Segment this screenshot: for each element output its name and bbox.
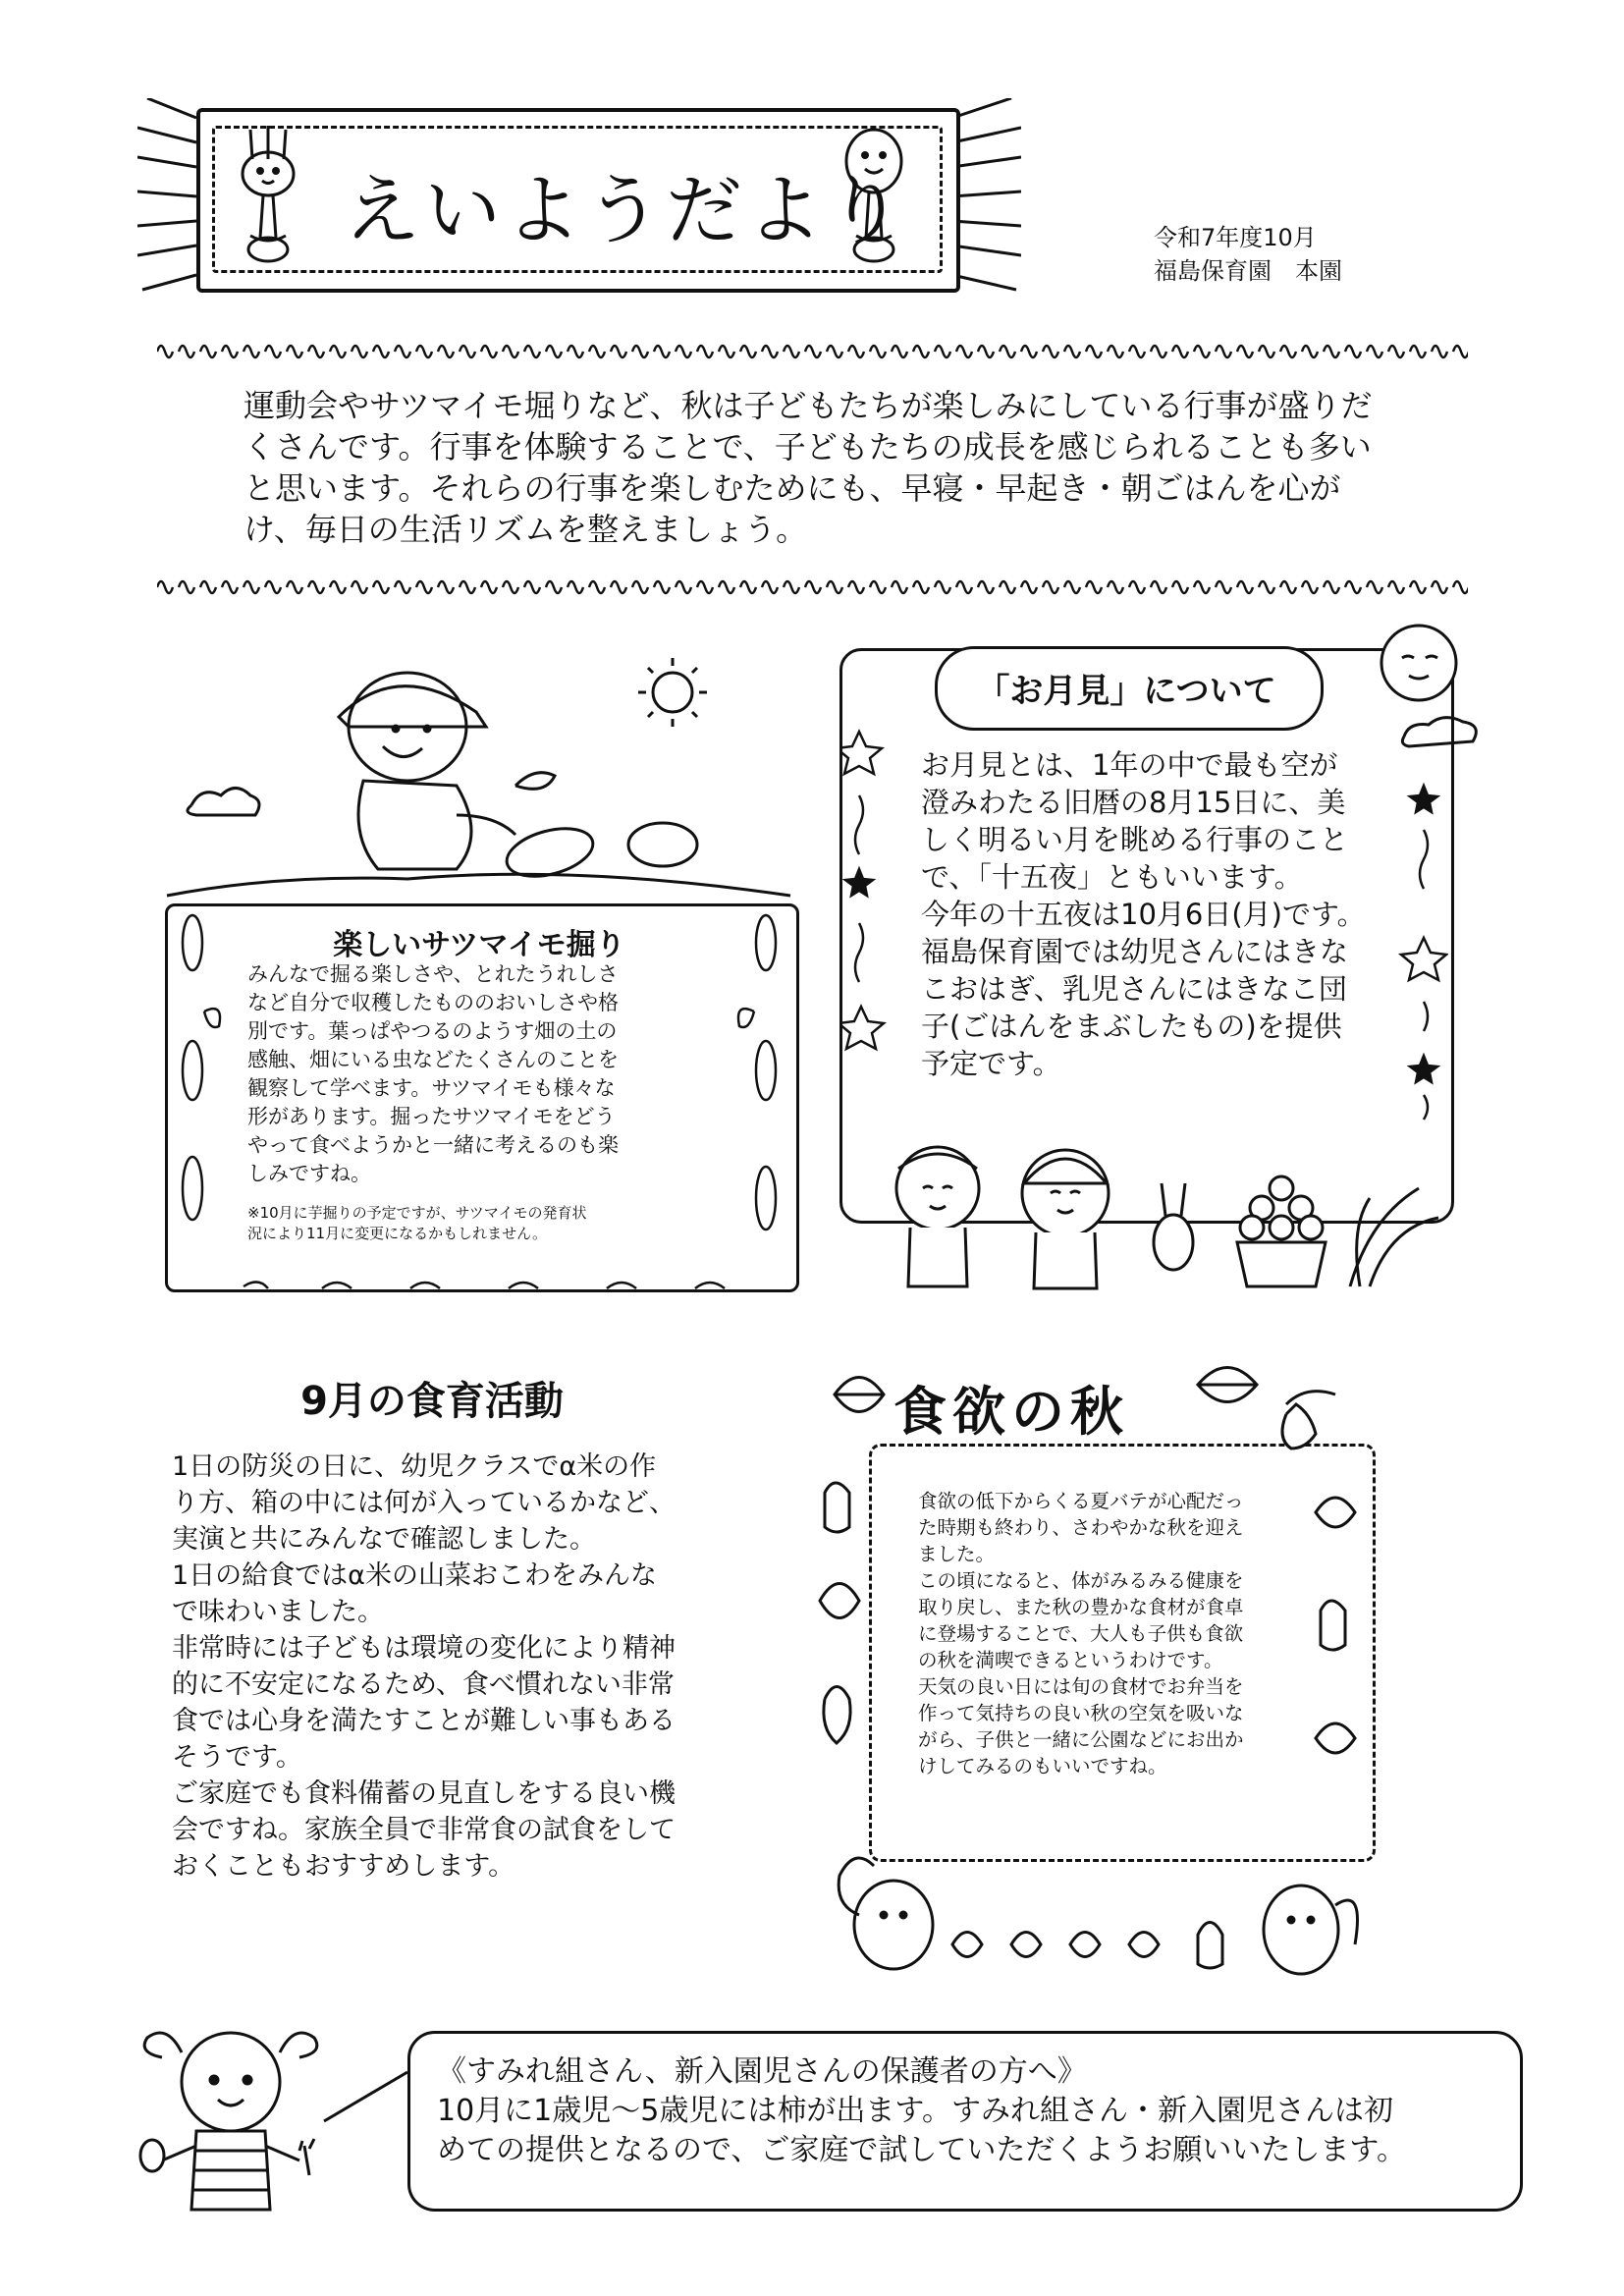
- moon-viewing-kids-illustration-icon: [839, 1129, 1448, 1306]
- otsukimi-line: お月見とは、1年の中で最も空が: [921, 748, 1338, 782]
- imohori-line: 形があります。掘ったサツマイモをどう: [247, 1105, 616, 1128]
- imohori-note: [247, 1203, 724, 1244]
- issue-date: 令和7年度10月: [1154, 224, 1317, 251]
- shokuiku-text: [172, 1449, 722, 1885]
- title-banner: [137, 98, 1021, 295]
- notice-line: めての提供となるので、ご家庭で試していただくようお願いいたします。: [437, 2133, 1406, 2167]
- otsukimi-line: こおはぎ、乳児さんにはきなこ団: [921, 972, 1347, 1006]
- shokuiku-line: 会ですね。家族全員で非常食の試食をして: [172, 1815, 676, 1845]
- shokuyoku-line: に登場することで、大人も子供も食欲: [918, 1622, 1244, 1645]
- shokuyoku-line: 天気の良い日には旬の食材でお弁当を: [918, 1675, 1244, 1698]
- page-title: えいようだより: [344, 167, 908, 255]
- shokuyoku-line: ました。: [918, 1543, 996, 1565]
- imohori-line: 観察して学べます。サツマイモも様々な: [247, 1076, 616, 1100]
- imohori-line: しみですね。: [247, 1162, 371, 1185]
- shokuiku-line: そうです。: [172, 1742, 302, 1773]
- divider-bottom-icon: [157, 568, 1468, 597]
- otsukimi-line: しく明るい月を眺める行事のこと: [921, 823, 1349, 856]
- imohori-line: やって食べようかと一緒に考えるのも楽: [247, 1133, 619, 1157]
- notice-line: 10月に1歳児～5歳児には柿が出ます。すみれ組さん・新入園児さんは初: [437, 2094, 1393, 2128]
- imohori-text: [247, 960, 724, 1188]
- otsukimi-line: 子(ごはんをまぶしたもの)を提供: [921, 1010, 1342, 1043]
- shokuyoku-line: の秋を満喫できるというわけです。: [918, 1649, 1223, 1671]
- shokuiku-line: 1日の給食ではα米の山菜おこわをみんな: [172, 1560, 657, 1591]
- intro-line: 運動会やサツマイモ堀りなど、秋は子どもたちが楽しみにしている行事が盛りだ: [244, 387, 1373, 424]
- otsukimi-line: で、「十五夜」ともいいます。: [921, 860, 1303, 894]
- intro-line: け、毎日の生活リズムを整えましょう。: [244, 511, 808, 548]
- otsukimi-line: 福島保育園では幼児さんにはきな: [921, 935, 1349, 968]
- imohori-note-line: ※10月に芋掘りの予定ですが、サツマイモの発育状: [247, 1204, 587, 1222]
- otsukimi-title: 「お月見」について: [976, 672, 1276, 711]
- shokuyoku-line: この頃になると、体がみるみる健康を: [918, 1569, 1244, 1592]
- intro-line: と思います。それらの行事を楽しむためにも、早寝・早起き・朝ごはんを心が: [244, 469, 1341, 507]
- shokuyoku-line: 作って気持ちの良い秋の空気を吸いな: [918, 1702, 1244, 1724]
- shokuyoku-line: けしてみるのもいいですね。: [918, 1755, 1167, 1777]
- notice-text: [437, 2052, 1497, 2170]
- imohori-note-line: 況により11月に変更になるかもしれません。: [247, 1225, 547, 1242]
- shokuyoku-line: 食欲の低下からくる夏バテが心配だっ: [918, 1490, 1244, 1512]
- shokuiku-line: ご家庭でも食料備蓄の見直しをする良い機: [172, 1778, 676, 1809]
- divider-top-icon: [157, 332, 1468, 361]
- intro-paragraph: [244, 385, 1373, 550]
- shokuiku-line: り方、箱の中には何が入っているかなど、: [172, 1488, 676, 1518]
- sweet-potato-kid-illustration-icon: [162, 638, 810, 903]
- shokuiku-line: 非常時には子どもは環境の変化により精神: [172, 1633, 676, 1664]
- fork-character-icon: [231, 120, 319, 277]
- shokuiku-line: おくこともおすすめします。: [172, 1851, 515, 1882]
- otsukimi-line: 澄みわたる旧暦の8月15日に、美: [921, 786, 1346, 819]
- imohori-line: 別です。葉っぱやつるのようす畑の土の: [247, 1019, 618, 1043]
- shokuiku-line: 的に不安定になるため、食べ慣れない非常: [172, 1669, 675, 1700]
- shokuyoku-line: た時期も終わり、さわやかな秋を迎え: [918, 1516, 1244, 1539]
- shokuyoku-text: [918, 1488, 1330, 1779]
- shokuyoku-line: がら、子供と一緒に公園などにお出か: [918, 1728, 1244, 1751]
- otsukimi-line: 今年の十五夜は10月6日(月)です。: [921, 898, 1366, 931]
- otsukimi-line: 予定です。: [921, 1047, 1061, 1080]
- shokuiku-line: 1日の防災の日に、幼児クラスでα米の作: [172, 1451, 657, 1482]
- shokuiku-line: 食では心身を満たすことが難しい事もある: [172, 1706, 676, 1736]
- intro-line: くさんです。行事を体験することで、子どもたちの成長を感じられることも多い: [244, 428, 1372, 465]
- otsukimi-text: [921, 746, 1402, 1082]
- girl-with-spoon-illustration-icon: [108, 2013, 422, 2219]
- shokuyoku-line: 取り戻し、また秋の豊かな食材が食卓: [918, 1596, 1244, 1618]
- notice-heading: 《すみれ組さん、新入園児さんの保護者の方へ》: [437, 2054, 1087, 2089]
- imohori-line: 感触、畑にいる虫などたくさんのことを: [247, 1048, 619, 1071]
- shokuiku-title: 9月の食育活動: [300, 1379, 564, 1424]
- imohori-line: みんなで掘る楽しさや、とれたうれしさ: [247, 962, 619, 986]
- shokuiku-line: 実演と共にみんなで確認しました。: [172, 1524, 596, 1555]
- shokuyoku-title: 食欲の秋: [893, 1381, 1129, 1443]
- shokuiku-line: で味わいました。: [172, 1597, 384, 1627]
- header-info: [1154, 221, 1342, 288]
- organization-name: 福島保育園 本園: [1154, 257, 1342, 285]
- imohori-title: 楽しいサツマイモ掘り: [333, 928, 625, 962]
- imohori-line: など自分で収穫したもののおいしさや格: [247, 991, 619, 1014]
